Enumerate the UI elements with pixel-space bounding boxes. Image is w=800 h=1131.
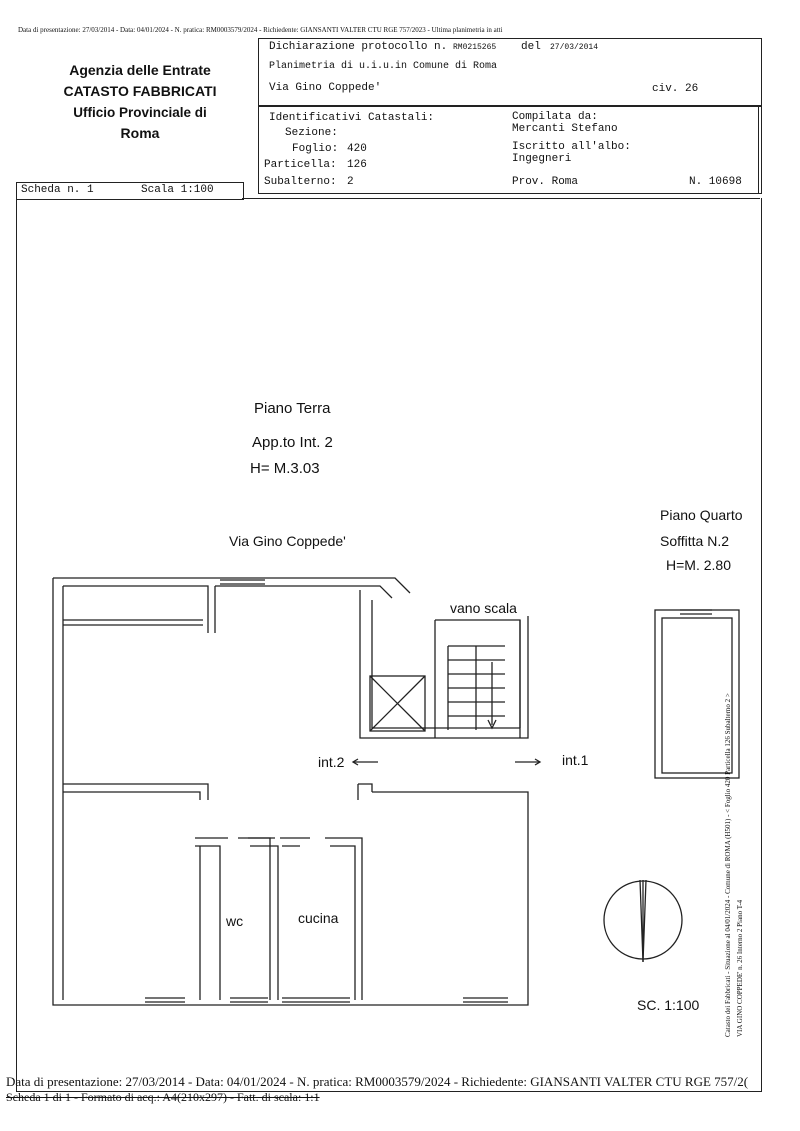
scale-label: SC. 1:100	[637, 997, 700, 1013]
apartment-label: App.to Int. 2	[252, 434, 333, 451]
cucina-label: cucina	[298, 910, 339, 926]
side-text-line2: VIA GINO COPPEDE' n. 26 Interno 2 Piano T-4	[736, 899, 744, 1037]
wc-label: wc	[226, 913, 244, 929]
footer-line1: Data di presentazione: 27/03/2014 - Data: 04/01/2024 - N. pratica: RM0003579/2024 - Richiedente: GIANSANTI VALTER CTU RGE 757/2(	[6, 1074, 749, 1089]
int1-label: int.1	[562, 752, 589, 768]
del-label: del	[521, 41, 541, 53]
piano-quarto-label: Piano Quarto	[660, 507, 743, 523]
height-label: H= M.3.03	[250, 460, 320, 477]
soffitta-height-label: H=M. 2.80	[666, 557, 731, 573]
planimetria-line: Planimetria di u.i.u.in Comune di Roma	[269, 61, 498, 72]
iscritto-label: Iscritto all'albo:	[512, 141, 631, 153]
top-meta-line: Data di presentazione: 27/03/2014 - Data: 04/01/2024 - N. pratica: RM0003579/2024 - Richiedente: GIANSANTI VALTER CTU RGE 757/2023 - Ultima planimetria in atti	[18, 26, 503, 34]
foglio-value: 420	[347, 143, 367, 155]
compilata-label: Compilata da:	[512, 111, 598, 123]
scheda-scale: Scala 1:100	[141, 184, 214, 196]
subalterno-label: Subalterno:	[264, 176, 337, 188]
registration-number: N. 10698	[689, 176, 742, 188]
ufficio-label: Ufficio Provinciale di	[73, 105, 207, 120]
dichiarazione-label: Dichiarazione protocollo n.	[269, 41, 448, 53]
particella-label: Particella:	[264, 159, 337, 171]
particella-value: 126	[347, 159, 367, 171]
subalterno-value: 2	[347, 176, 354, 188]
agency-name: Agenzia delle Entrate	[69, 62, 211, 78]
identificativi-title: Identificativi Catastali:	[269, 112, 435, 124]
address-line: Via Gino Coppede'	[269, 82, 382, 94]
soffitta-label: Soffitta N.2	[660, 533, 730, 549]
civic-number: civ. 26	[652, 83, 699, 95]
albo-value: Ingegneri	[512, 153, 572, 165]
footer-line2: Scheda 1 di 1 - Formato di acq.: A4(210x297) - Fatt. di scala: 1:1	[6, 1090, 320, 1104]
city-label: Roma	[120, 125, 160, 141]
side-text	[724, 662, 744, 1042]
protocol-date: 27/03/2014	[550, 43, 599, 52]
sezione-label: Sezione:	[285, 127, 338, 139]
prov-label: Prov. Roma	[512, 176, 579, 188]
catasto-title: CATASTO FABBRICATI	[63, 83, 217, 99]
side-text-line1: Catasto dei Fabbricati - Situazione al 04/01/2024 - Comune di ROMA (H501) - < Foglio 420 Particella 126 Subalterno 2 >	[724, 693, 732, 1037]
vano-scala-label: vano scala	[450, 600, 517, 616]
int2-label: int.2	[318, 754, 345, 770]
compilata-name: Mercanti Stefano	[512, 123, 618, 135]
scheda-number: Scheda n. 1	[21, 184, 94, 196]
street-label: Via Gino Coppede'	[229, 533, 346, 549]
piano-terra-label: Piano Terra	[254, 400, 331, 417]
protocol-number: RM0215265	[453, 43, 497, 52]
foglio-label: Foglio:	[292, 143, 339, 155]
